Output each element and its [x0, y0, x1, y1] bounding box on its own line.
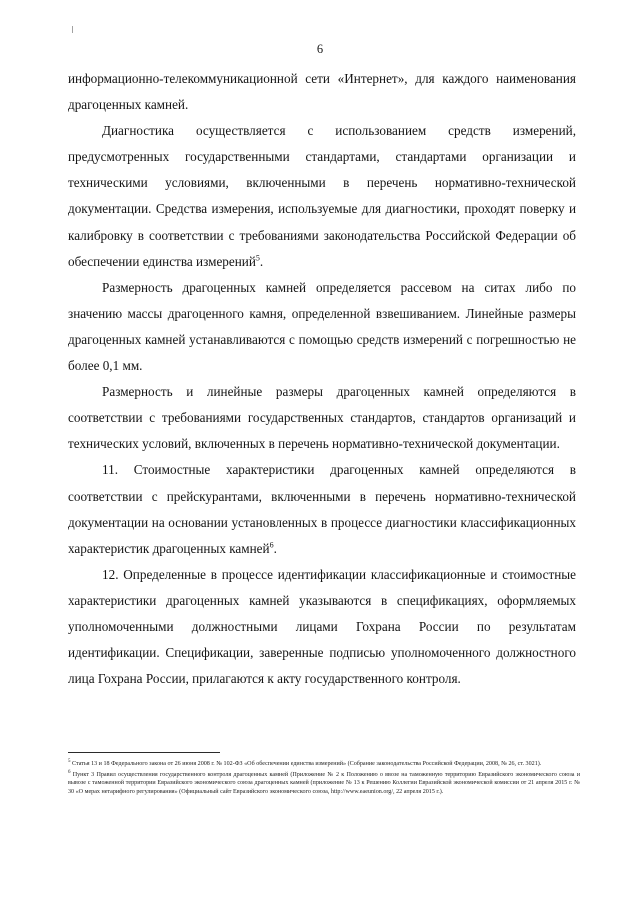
footnote-ref-6: 6	[269, 540, 274, 550]
footnote-text-5: Статья 13 и 18 Федерального закона от 26 июня 2008 г. № 102-ФЗ «Об обеспечении единства измерений» (Собрание законодательства Российской Федерации, 2008, № 26, ст. 3021).	[72, 761, 542, 767]
footnote-marker-5: 5	[68, 758, 71, 764]
paragraph-3-text: Размерность драгоценных камней определяется рассевом на ситах либо по значению массы драгоценного камня, определенной взвешиванием. Линейные размеры драгоценных камней устанавливаются с помощью средств измерений с погрешностью не более 0,1 мм.	[68, 279, 576, 374]
paragraph-5	[68, 457, 576, 561]
paragraph-6-text: 12. Определенные в процессе идентификации классификационные и стоимостные характеристики драгоценных камней указываются в спецификациях, оформляемых уполномоченными должностными лицами Гохрана России по результатам идентификации. Спецификации, заверенные подписью уполномоченного должностного лица Гохрана России, прилагаются к акту государственного контроля.	[68, 566, 576, 687]
paragraph-2-text: Диагностика осуществляется с использованием средств измерений, предусмотренных государственными стандартами, стандартами организации и техническими условиями, включенными в перечень нормативно-технической документации. Средства измерения, используемые для диагностики, проходят поверку и калибровку в соответствии с требованиями законодательства Российской Федерации об обеспечении единства измерений	[68, 123, 576, 269]
footnote-separator	[68, 752, 220, 753]
footnote-ref-5: 5	[255, 253, 260, 263]
paragraph-6	[68, 562, 576, 692]
paragraph-5-text: 11. Стоимостные характеристики драгоценных камней определяются в соответствии с прейскурантами, включенными в перечень нормативно-технической документации на основании установленных в процессе диагностики классификационных характеристик драгоценных камней	[68, 462, 576, 556]
paragraph-1-text: информационно-телекоммуникационной сети «Интернет», для каждого наименования драгоценных камней.	[68, 71, 576, 113]
paragraph-4-text: Размерность и линейные размеры драгоценных камней определяются в соответствии с требованиями государственных стандартов, стандартов организаций и технических условий, включенных в перечень нормативно-технической документации.	[68, 384, 576, 452]
margin-tick-mark	[72, 26, 73, 33]
page-number: 6	[316, 42, 324, 56]
footnote-marker-6: 6	[68, 769, 71, 775]
paragraph-5-tail: .	[273, 540, 277, 556]
footnote-item	[68, 771, 580, 797]
paragraph-2-tail: .	[259, 253, 264, 269]
paragraph-4	[68, 379, 576, 457]
footnote-text-6: Пункт 3 Правил осуществления государственного контроля драгоценных камней (Приложение № 2 к Положению о ввозе на таможенную территорию Евразийского экономического союза и вывозе с таможенной территории Евразийского экономического союза драгоценных камней (приложение № 13 к Решению Коллегии Евразийской экономической комиссии от 21 апреля 2015 г. № 30 «О мерах нетарифного регулирования» (Официальный сайт Евразийского экономического союза, http://www.eaeunion.org/, 22 апреля 2015 г.).	[68, 771, 580, 795]
footnotes-section	[68, 760, 580, 798]
paragraph-3	[68, 275, 576, 379]
paragraph-2	[68, 118, 576, 275]
paragraph-1	[68, 66, 576, 118]
footnote-item	[68, 760, 580, 769]
document-body	[68, 66, 576, 692]
